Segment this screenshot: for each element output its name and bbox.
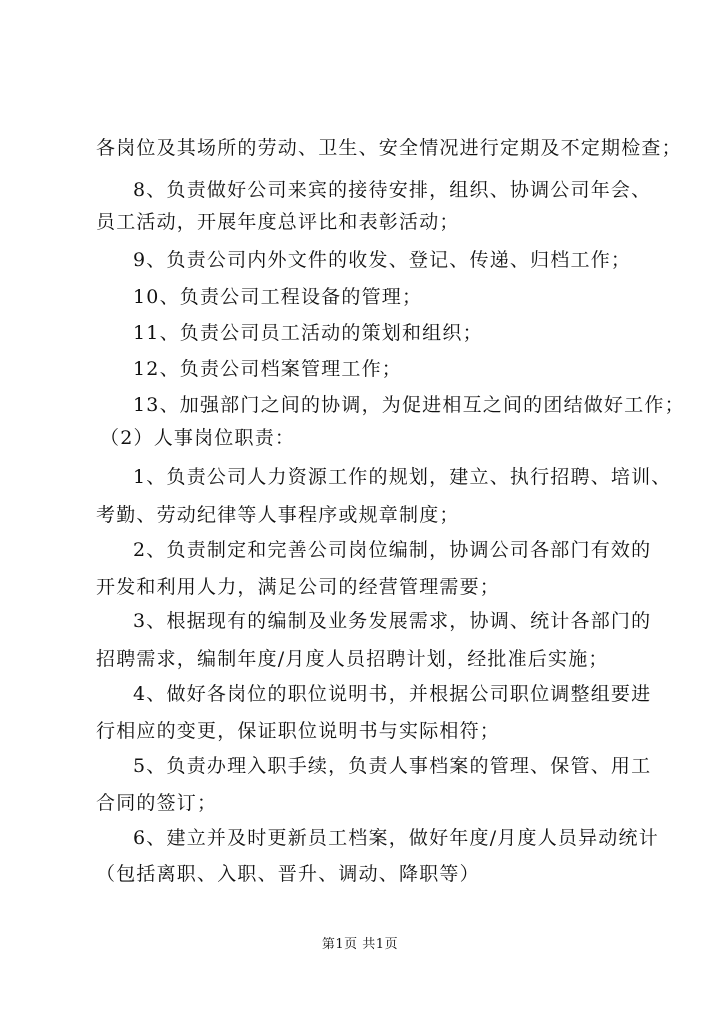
text-line: 开发和利用人力，满足公司的经营管理需要； (96, 576, 501, 598)
section-heading: （2）人事岗位职责： (100, 427, 296, 449)
text-line: 合同的签订； (96, 792, 218, 814)
text-line: 员工活动，开展年度总评比和表彰活动； (96, 211, 460, 233)
text-line: 13、加强部门之间的协调，为促进相互之间的团结做好工作； (133, 394, 685, 416)
text-line: 招聘需求，编制年度/月度人员招聘计划，经批准后实施； (96, 648, 609, 670)
page-number-footer: 第1页 共1页 (321, 937, 399, 952)
text-line: 3、根据现有的编制及业务发展需求，协调、统计各部门的 (133, 610, 652, 632)
text-line: 5、负责办理入职手续，负责人事档案的管理、保管、用工 (133, 755, 652, 777)
text-line: （包括离职、入职、晋升、调动、降职等） (96, 863, 480, 885)
text-line: 12、负责公司档案管理工作； (133, 358, 402, 380)
text-line: 2、负责制定和完善公司岗位编制，协调公司各部门有效的 (133, 539, 652, 561)
text-line: 11、负责公司员工活动的策划和组织； (133, 322, 483, 344)
text-line: 各岗位及其场所的劳动、卫生、安全情况进行定期及不定期检查； (96, 137, 682, 159)
text-line: 行相应的变更，保证职位说明书与实际相符； (96, 720, 501, 742)
text-line: 9、负责公司内外文件的收发、登记、传递、归档工作； (133, 249, 632, 271)
text-line: 考勤、劳动纪律等人事程序或规章制度； (96, 504, 460, 526)
text-line: 6、建立并及时更新员工档案，做好年度/月度人员异动统计 (133, 827, 659, 849)
text-line: 8、负责做好公司来宾的接待安排，组织、协调公司年会、 (133, 179, 652, 201)
text-line: 4、做好各岗位的职位说明书，并根据公司职位调整组要进 (133, 683, 652, 705)
text-line: 1、负责公司人力资源工作的规划，建立、执行招聘、培训、 (133, 466, 672, 488)
text-line: 10、负责公司工程设备的管理； (133, 286, 423, 308)
